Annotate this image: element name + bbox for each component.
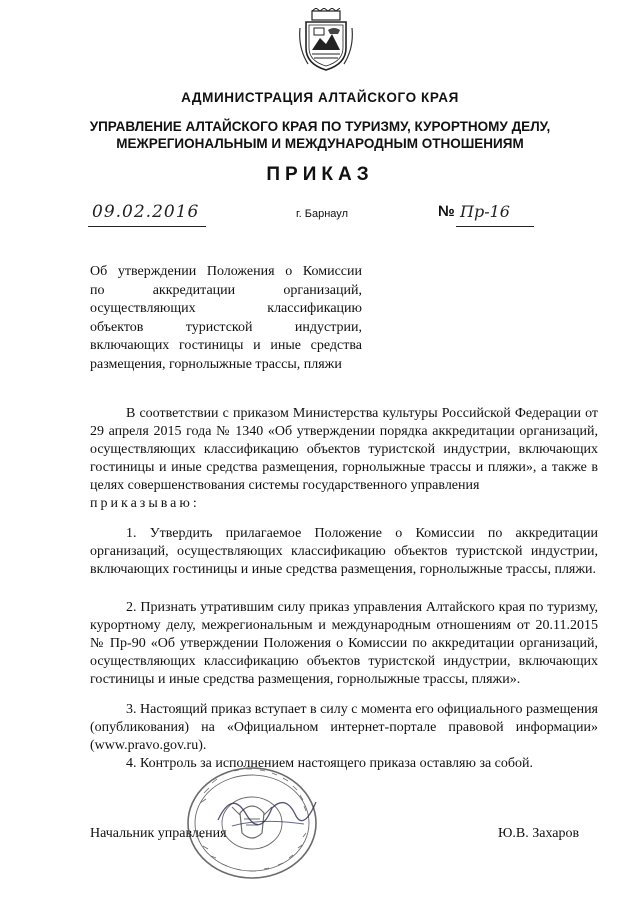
subject-line: размещения, горнолыжные трассы, пляжи [90,356,342,372]
subject-line: включающих гостиницы и иные средства [90,338,362,354]
coat-of-arms-emblem [298,8,354,74]
date-field [88,204,206,227]
order-item-2: 2. Признать утратившим силу приказ управления Алтайского края по туризму, курортному делу, межрегиональным и международным отношениям от 20.11.2015 № Пр-90 «Об утверждении Положения о Комиссии по аккредитации организаций, осуществляющих классификацию объектов туристской индустрии, включающих гостиницы и иные средства размещения, горнолыжные трассы, пляжи». [90,600,598,687]
order-word: приказываю: [90,496,200,511]
subject-line: объектов туристской индустрии, [90,319,362,335]
number-field [456,204,534,227]
subject-line: осуществляющих классификацию [90,301,362,317]
number-label: № [438,203,455,220]
subject-line: Об утверждении Положения о Комиссии [90,264,362,279]
order-item-3: 3. Настоящий приказ вступает в силу с момента его официального размещения (опубликования) на «Официальном интернет-портале правовой информации» (www.pravo.gov.ru). [90,702,598,753]
subject-line: по аккредитации организаций, [90,282,362,298]
document-city: г. Барнаул [296,208,348,220]
order-item-1: 1. Утвердить прилагаемое Положение о Комиссии по аккредитации организаций, осуществляющих классификацию объектов туристской индустрии, включающих гостиницы и иные средства размещения, горнолыжные трассы, пляжи. [90,526,598,577]
handwritten-signature [212,780,322,840]
document-subject [90,263,362,375]
document-type-title: ПРИКАЗ [266,164,374,185]
preamble-block [90,405,598,513]
order-item-4: 4. Контроль за исполнением настоящего приказа оставляю за собой. [126,756,534,771]
signatory-role: Начальник управления [90,826,227,841]
department-title-line1: УПРАВЛЕНИЕ АЛТАЙСКОГО КРАЯ ПО ТУРИЗМУ, КУРОРТНОМУ ДЕЛУ, [89,119,551,134]
department-title-line2: МЕЖРЕГИОНАЛЬНЫМ И МЕЖДУНАРОДНЫМ ОТНОШЕНИЯМ [116,136,524,151]
document-number: Пр-16 [460,202,510,221]
document-date: 09.02.2016 [92,202,200,222]
preamble-paragraph: В соответствии с приказом Министерства культуры Российской Федерации от 29 апреля 2015 года № 1340 «Об утверждении порядка аккредитации организаций, осуществляющих классификацию объектов туристской индустрии, включающих гостиницы и иные средства размещения, горнолыжные трассы и пляжи», а также в целях совершенствования системы государственного управления [90,406,598,493]
organization-title: АДМИНИСТРАЦИЯ АЛТАЙСКОГО КРАЯ [181,90,459,105]
department-title [0,118,640,152]
signatory-name: Ю.В. Захаров [498,826,580,841]
